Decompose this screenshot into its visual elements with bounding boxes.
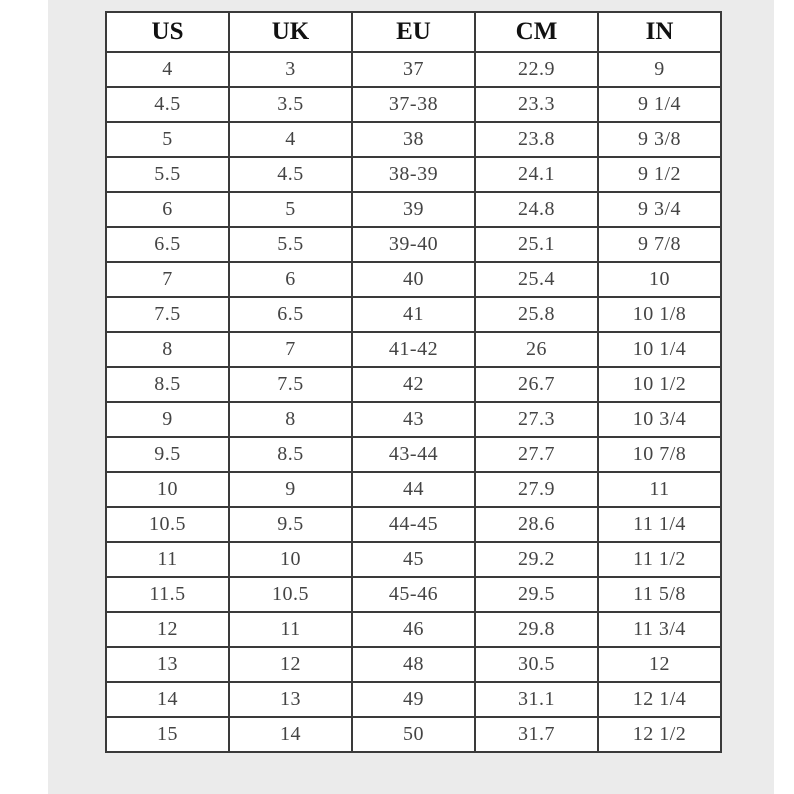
table-cell-in: 9 3/4: [598, 192, 721, 227]
table-row: [106, 52, 721, 87]
table-cell-uk: 14: [229, 717, 352, 752]
table-cell-eu: 43-44: [352, 437, 475, 472]
table-cell-us: 8: [106, 332, 229, 367]
table-row: [106, 297, 721, 332]
table-cell-eu: 48: [352, 647, 475, 682]
table-cell-us: 15: [106, 717, 229, 752]
table-cell-eu: 46: [352, 612, 475, 647]
table-cell-eu: 44-45: [352, 507, 475, 542]
shoe-size-chart-table: [105, 11, 722, 753]
table-cell-in: 10: [598, 262, 721, 297]
table-row: [106, 87, 721, 122]
table-cell-us: 10: [106, 472, 229, 507]
table-row: [106, 367, 721, 402]
table-cell-cm: 29.8: [475, 612, 598, 647]
table-row: [106, 262, 721, 297]
table-cell-cm: 27.7: [475, 437, 598, 472]
table-cell-us: 11: [106, 542, 229, 577]
table-cell-cm: 23.3: [475, 87, 598, 122]
table-cell-eu: 39: [352, 192, 475, 227]
table-cell-in: 9 1/2: [598, 157, 721, 192]
table-cell-eu: 41-42: [352, 332, 475, 367]
table-row: [106, 682, 721, 717]
table-cell-cm: 25.4: [475, 262, 598, 297]
table-cell-us: 11.5: [106, 577, 229, 612]
table-cell-cm: 27.3: [475, 402, 598, 437]
table-cell-us: 4: [106, 52, 229, 87]
table-row: [106, 437, 721, 472]
table-cell-cm: 25.1: [475, 227, 598, 262]
table-cell-eu: 44: [352, 472, 475, 507]
table-row: [106, 542, 721, 577]
table-cell-cm: 26: [475, 332, 598, 367]
table-cell-cm: 29.5: [475, 577, 598, 612]
column-header-us: US: [106, 12, 229, 52]
column-header-uk: UK: [229, 12, 352, 52]
table-cell-eu: 37-38: [352, 87, 475, 122]
table-cell-in: 10 1/4: [598, 332, 721, 367]
table-cell-cm: 22.9: [475, 52, 598, 87]
table-cell-us: 13: [106, 647, 229, 682]
table-cell-cm: 23.8: [475, 122, 598, 157]
table-row: [106, 122, 721, 157]
table-row: [106, 647, 721, 682]
table-cell-uk: 3.5: [229, 87, 352, 122]
table-row: [106, 332, 721, 367]
table-cell-eu: 38-39: [352, 157, 475, 192]
table-cell-uk: 7.5: [229, 367, 352, 402]
table-cell-us: 9.5: [106, 437, 229, 472]
table-row: [106, 507, 721, 542]
table-cell-us: 9: [106, 402, 229, 437]
table-cell-cm: 30.5: [475, 647, 598, 682]
table-cell-us: 8.5: [106, 367, 229, 402]
table-cell-uk: 9.5: [229, 507, 352, 542]
table-cell-uk: 3: [229, 52, 352, 87]
table-cell-eu: 39-40: [352, 227, 475, 262]
table-cell-eu: 41: [352, 297, 475, 332]
table-cell-cm: 25.8: [475, 297, 598, 332]
table-cell-us: 4.5: [106, 87, 229, 122]
table-cell-uk: 5.5: [229, 227, 352, 262]
table-cell-us: 10.5: [106, 507, 229, 542]
table-cell-us: 5.5: [106, 157, 229, 192]
table-cell-us: 7.5: [106, 297, 229, 332]
table-cell-uk: 11: [229, 612, 352, 647]
table-cell-cm: 31.7: [475, 717, 598, 752]
table-cell-cm: 27.9: [475, 472, 598, 507]
table-cell-in: 11 1/4: [598, 507, 721, 542]
table-header: [106, 12, 721, 52]
table-row: [106, 402, 721, 437]
table-cell-in: 12 1/4: [598, 682, 721, 717]
table-cell-us: 6.5: [106, 227, 229, 262]
table-cell-in: 11 5/8: [598, 577, 721, 612]
table-cell-cm: 24.1: [475, 157, 598, 192]
table-body: [106, 52, 721, 752]
table-cell-uk: 8.5: [229, 437, 352, 472]
table-cell-us: 7: [106, 262, 229, 297]
table-cell-in: 12 1/2: [598, 717, 721, 752]
table-cell-in: 10 3/4: [598, 402, 721, 437]
table-cell-eu: 43: [352, 402, 475, 437]
table-cell-us: 14: [106, 682, 229, 717]
table-cell-in: 9 3/8: [598, 122, 721, 157]
table-cell-eu: 38: [352, 122, 475, 157]
table-cell-in: 9: [598, 52, 721, 87]
table-row: [106, 577, 721, 612]
table-cell-uk: 4.5: [229, 157, 352, 192]
table-row: [106, 612, 721, 647]
table-cell-cm: 26.7: [475, 367, 598, 402]
table-cell-us: 5: [106, 122, 229, 157]
table-cell-eu: 45: [352, 542, 475, 577]
table-row: [106, 472, 721, 507]
table-cell-uk: 8: [229, 402, 352, 437]
table-cell-in: 11: [598, 472, 721, 507]
header-row: [106, 12, 721, 52]
table-cell-in: 11 3/4: [598, 612, 721, 647]
table-cell-cm: 29.2: [475, 542, 598, 577]
table-cell-in: 9 7/8: [598, 227, 721, 262]
column-header-eu: EU: [352, 12, 475, 52]
table-cell-uk: 4: [229, 122, 352, 157]
table-cell-eu: 49: [352, 682, 475, 717]
table-cell-uk: 6.5: [229, 297, 352, 332]
table-cell-eu: 50: [352, 717, 475, 752]
table-cell-eu: 37: [352, 52, 475, 87]
table-row: [106, 717, 721, 752]
column-header-in: IN: [598, 12, 721, 52]
table-cell-in: 12: [598, 647, 721, 682]
table-cell-uk: 9: [229, 472, 352, 507]
table-cell-in: 10 1/8: [598, 297, 721, 332]
table-cell-cm: 28.6: [475, 507, 598, 542]
table-cell-in: 10 1/2: [598, 367, 721, 402]
table-cell-uk: 7: [229, 332, 352, 367]
table-cell-us: 12: [106, 612, 229, 647]
table-row: [106, 227, 721, 262]
table-cell-uk: 6: [229, 262, 352, 297]
table-cell-eu: 42: [352, 367, 475, 402]
column-header-cm: CM: [475, 12, 598, 52]
table-cell-us: 6: [106, 192, 229, 227]
table-cell-uk: 5: [229, 192, 352, 227]
table-cell-eu: 45-46: [352, 577, 475, 612]
table-row: [106, 157, 721, 192]
table-cell-in: 10 7/8: [598, 437, 721, 472]
table-cell-uk: 10.5: [229, 577, 352, 612]
table-cell-uk: 10: [229, 542, 352, 577]
table-cell-uk: 13: [229, 682, 352, 717]
table-cell-in: 11 1/2: [598, 542, 721, 577]
table-cell-uk: 12: [229, 647, 352, 682]
table-cell-cm: 24.8: [475, 192, 598, 227]
table-row: [106, 192, 721, 227]
table-cell-cm: 31.1: [475, 682, 598, 717]
table-cell-in: 9 1/4: [598, 87, 721, 122]
table-cell-eu: 40: [352, 262, 475, 297]
